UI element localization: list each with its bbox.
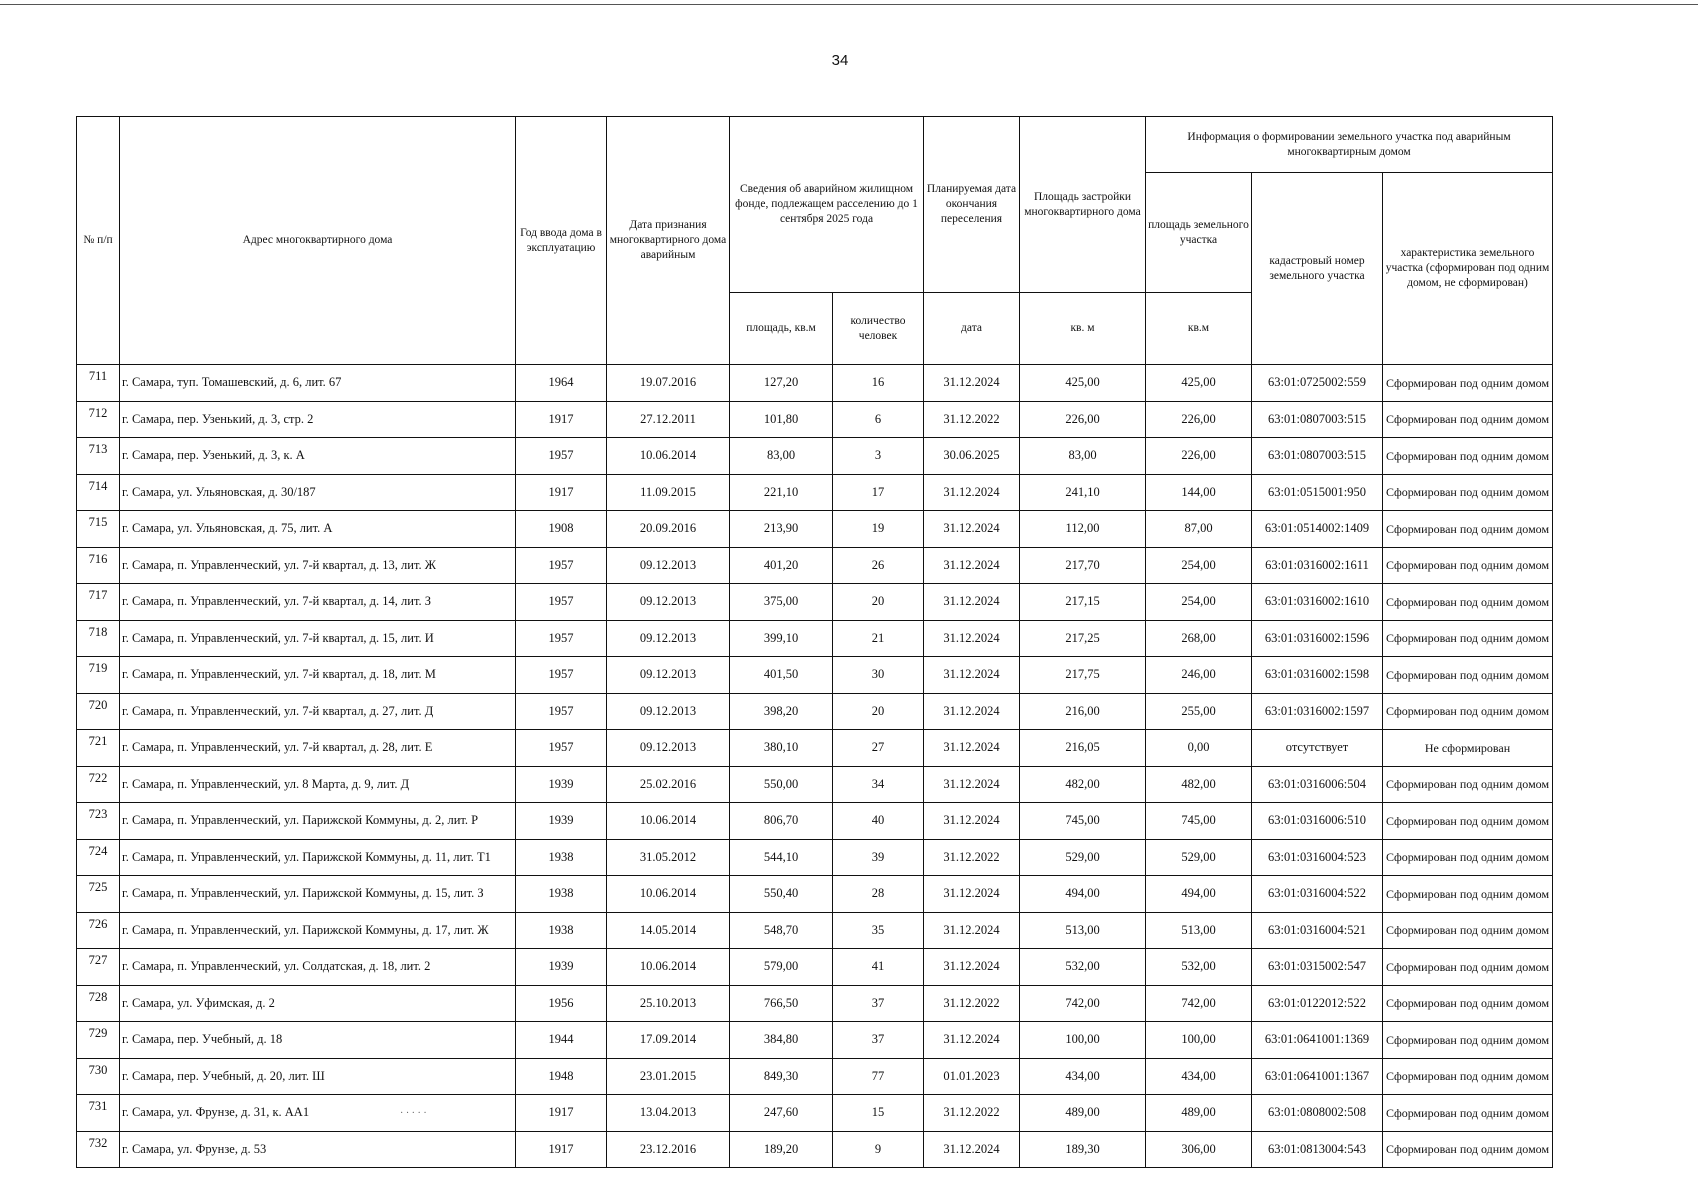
cell-num: 723 [77, 803, 120, 840]
cell-land-area: 254,00 [1146, 584, 1252, 621]
cell-year: 1957 [516, 620, 607, 657]
cell-fund-area: 579,00 [730, 949, 833, 986]
cell-cadastral: 63:01:0316002:1598 [1252, 657, 1383, 694]
cell-cadastral: 63:01:0316006:504 [1252, 766, 1383, 803]
cell-land-area: 513,00 [1146, 912, 1252, 949]
cell-num: 720 [77, 693, 120, 730]
cell-address: г. Самара, ул. Фрунзе, д. 53 [120, 1131, 516, 1168]
cell-year: 1957 [516, 657, 607, 694]
cell-cadastral: 63:01:0515001:950 [1252, 474, 1383, 511]
table-row [77, 1022, 1553, 1059]
cell-build-area: 112,00 [1020, 511, 1146, 548]
cell-address: г. Самара, пер. Узенький, д. 3, к. А [120, 438, 516, 475]
cell-planned-end: 31.12.2024 [924, 730, 1020, 767]
table-row [77, 1058, 1553, 1095]
cell-year: 1956 [516, 985, 607, 1022]
cell-land-area: 255,00 [1146, 693, 1252, 730]
cell-recognition-date: 17.09.2014 [607, 1022, 730, 1059]
cell-land-area: 100,00 [1146, 1022, 1252, 1059]
cell-land-area: 246,00 [1146, 657, 1252, 694]
cell-characteristic: Сформирован под одним домом [1383, 511, 1553, 548]
table-row [77, 401, 1553, 438]
cell-recognition-date: 09.12.2013 [607, 730, 730, 767]
cell-characteristic: Не сформирован [1383, 730, 1553, 767]
cell-fund-area: 548,70 [730, 912, 833, 949]
cell-fund-area: 806,70 [730, 803, 833, 840]
cell-people-count: 39 [833, 839, 924, 876]
cell-recognition-date: 13.04.2013 [607, 1095, 730, 1132]
header-num: № п/п [77, 117, 120, 365]
cell-address: г. Самара, пер. Учебный, д. 18 [120, 1022, 516, 1059]
cell-people-count: 27 [833, 730, 924, 767]
table-row [77, 1095, 1553, 1132]
cell-land-area: 254,00 [1146, 547, 1252, 584]
cell-land-area: 268,00 [1146, 620, 1252, 657]
cell-cadastral: 63:01:0725002:559 [1252, 365, 1383, 402]
cell-build-area: 217,75 [1020, 657, 1146, 694]
cell-people-count: 3 [833, 438, 924, 475]
cell-address: г. Самара, п. Управленческий, ул. Парижской Коммуны, д. 11, лит. Т1 [120, 839, 516, 876]
cell-land-area: 306,00 [1146, 1131, 1252, 1168]
table-row [77, 438, 1553, 475]
cell-year: 1917 [516, 401, 607, 438]
cell-cadastral: 63:01:0808002:508 [1252, 1095, 1383, 1132]
cell-address: г. Самара, пер. Учебный, д. 20, лит. Ш [120, 1058, 516, 1095]
cell-cadastral: 63:01:0316006:510 [1252, 803, 1383, 840]
cell-cadastral: 63:01:0641001:1367 [1252, 1058, 1383, 1095]
cell-land-area: 226,00 [1146, 401, 1252, 438]
cell-land-area: 434,00 [1146, 1058, 1252, 1095]
cell-people-count: 9 [833, 1131, 924, 1168]
cell-build-area: 425,00 [1020, 365, 1146, 402]
cell-address: г. Самара, п. Управленческий, ул. Солдатская, д. 18, лит. 2 [120, 949, 516, 986]
cell-people-count: 35 [833, 912, 924, 949]
cell-land-area: 226,00 [1146, 438, 1252, 475]
cell-planned-end: 31.12.2024 [924, 876, 1020, 913]
cell-build-area: 482,00 [1020, 766, 1146, 803]
cell-num: 716 [77, 547, 120, 584]
cell-build-area: 241,10 [1020, 474, 1146, 511]
cell-planned-end: 31.12.2022 [924, 839, 1020, 876]
table-row [77, 584, 1553, 621]
cell-recognition-date: 10.06.2014 [607, 438, 730, 475]
cell-characteristic: Сформирован под одним домом [1383, 474, 1553, 511]
cell-planned-end: 31.12.2024 [924, 766, 1020, 803]
cell-land-area: 529,00 [1146, 839, 1252, 876]
header-land-unit: кв.м [1146, 293, 1252, 365]
cell-address: г. Самара, п. Управленческий, ул. 7-й квартал, д. 18, лит. М [120, 657, 516, 694]
cell-num: 727 [77, 949, 120, 986]
cell-characteristic: Сформирован под одним домом [1383, 657, 1553, 694]
header-fund-info: Сведения об аварийном жилищном фонде, подлежащем расселению до 1 сентября 2025 года [730, 117, 924, 293]
cell-fund-area: 384,80 [730, 1022, 833, 1059]
cell-year: 1938 [516, 839, 607, 876]
cell-recognition-date: 10.06.2014 [607, 949, 730, 986]
cell-build-area: 489,00 [1020, 1095, 1146, 1132]
table-row [77, 365, 1553, 402]
cell-characteristic: Сформирован под одним домом [1383, 766, 1553, 803]
cell-build-area: 513,00 [1020, 912, 1146, 949]
cell-num: 717 [77, 584, 120, 621]
cell-characteristic: Сформирован под одним домом [1383, 985, 1553, 1022]
cell-characteristic: Сформирован под одним домом [1383, 438, 1553, 475]
cell-recognition-date: 25.02.2016 [607, 766, 730, 803]
cell-address: г. Самара, ул. Уфимская, д. 2 [120, 985, 516, 1022]
header-land-info: Информация о формировании земельного участка под аварийным многоквартирным домом [1146, 117, 1553, 173]
cell-land-area: 745,00 [1146, 803, 1252, 840]
cell-build-area: 216,00 [1020, 693, 1146, 730]
cell-address: г. Самара, туп. Томашевский, д. 6, лит. 67 [120, 365, 516, 402]
cell-build-area: 529,00 [1020, 839, 1146, 876]
cell-characteristic: Сформирован под одним домом [1383, 1131, 1553, 1168]
cell-year: 1957 [516, 438, 607, 475]
cell-cadastral: 63:01:0316002:1596 [1252, 620, 1383, 657]
cell-fund-area: 380,10 [730, 730, 833, 767]
cell-build-area: 100,00 [1020, 1022, 1146, 1059]
cell-planned-end: 31.12.2024 [924, 1131, 1020, 1168]
cell-address: г. Самара, п. Управленческий, ул. 7-й квартал, д. 14, лит. З [120, 584, 516, 621]
cell-cadastral: 63:01:0316002:1610 [1252, 584, 1383, 621]
cell-fund-area: 127,20 [730, 365, 833, 402]
cell-recognition-date: 09.12.2013 [607, 693, 730, 730]
header-fund-area: площадь, кв.м [730, 293, 833, 365]
cell-cadastral: 63:01:0316002:1611 [1252, 547, 1383, 584]
table-row [77, 657, 1553, 694]
cell-planned-end: 31.12.2022 [924, 1095, 1020, 1132]
cell-cadastral: 63:01:0316004:522 [1252, 876, 1383, 913]
cell-cadastral: 63:01:0807003:515 [1252, 401, 1383, 438]
cell-fund-area: 399,10 [730, 620, 833, 657]
cell-year: 1957 [516, 730, 607, 767]
cell-recognition-date: 10.06.2014 [607, 803, 730, 840]
cell-num: 722 [77, 766, 120, 803]
cell-planned-end: 31.12.2024 [924, 620, 1020, 657]
cell-num: 728 [77, 985, 120, 1022]
cell-year: 1939 [516, 766, 607, 803]
cell-people-count: 20 [833, 693, 924, 730]
cell-planned-end: 31.12.2024 [924, 547, 1020, 584]
table-row [77, 547, 1553, 584]
cell-land-area: 0,00 [1146, 730, 1252, 767]
cell-address: г. Самара, ул. Ульяновская, д. 30/187 [120, 474, 516, 511]
cell-address: г. Самара, п. Управленческий, ул. 7-й квартал, д. 28, лит. Е [120, 730, 516, 767]
cell-characteristic: Сформирован под одним домом [1383, 547, 1553, 584]
table-row [77, 876, 1553, 913]
cell-fund-area: 401,20 [730, 547, 833, 584]
cell-num: 712 [77, 401, 120, 438]
cell-build-area: 217,25 [1020, 620, 1146, 657]
header-characteristic: характеристика земельного участка (сформирован под одним домом, не сформирован) [1383, 173, 1553, 365]
cell-planned-end: 31.12.2024 [924, 912, 1020, 949]
cell-num: 726 [77, 912, 120, 949]
cell-year: 1938 [516, 912, 607, 949]
table-row [77, 511, 1553, 548]
cell-planned-end: 01.01.2023 [924, 1058, 1020, 1095]
cell-build-area: 434,00 [1020, 1058, 1146, 1095]
cell-num: 731 [77, 1095, 120, 1132]
cell-year: 1939 [516, 949, 607, 986]
cell-address: г. Самара, п. Управленческий, ул. 7-й квартал, д. 15, лит. И [120, 620, 516, 657]
header-land-area: площадь земельного участка [1146, 173, 1252, 293]
cell-num: 725 [77, 876, 120, 913]
table-row [77, 839, 1553, 876]
cell-num: 713 [77, 438, 120, 475]
cell-recognition-date: 14.05.2014 [607, 912, 730, 949]
cell-planned-end: 31.12.2024 [924, 474, 1020, 511]
cell-characteristic: Сформирован под одним домом [1383, 949, 1553, 986]
cell-address: г. Самара, п. Управленческий, ул. 7-й квартал, д. 27, лит. Д [120, 693, 516, 730]
cell-cadastral: 63:01:0316004:523 [1252, 839, 1383, 876]
cell-address: г. Самара, п. Управленческий, ул. Парижской Коммуны, д. 2, лит. Р [120, 803, 516, 840]
cell-recognition-date: 23.12.2016 [607, 1131, 730, 1168]
scan-specks: · · · · · [400, 1108, 427, 1119]
cell-people-count: 15 [833, 1095, 924, 1132]
cell-cadastral: 63:01:0316004:521 [1252, 912, 1383, 949]
cell-people-count: 26 [833, 547, 924, 584]
cell-cadastral: 63:01:0122012:522 [1252, 985, 1383, 1022]
cell-year: 1957 [516, 584, 607, 621]
cell-characteristic: Сформирован под одним домом [1383, 620, 1553, 657]
cell-recognition-date: 25.10.2013 [607, 985, 730, 1022]
cell-fund-area: 766,50 [730, 985, 833, 1022]
cell-fund-area: 544,10 [730, 839, 833, 876]
cell-people-count: 16 [833, 365, 924, 402]
cell-characteristic: Сформирован под одним домом [1383, 803, 1553, 840]
cell-recognition-date: 09.12.2013 [607, 584, 730, 621]
cell-people-count: 34 [833, 766, 924, 803]
cell-recognition-date: 10.06.2014 [607, 876, 730, 913]
cell-land-area: 742,00 [1146, 985, 1252, 1022]
cell-land-area: 87,00 [1146, 511, 1252, 548]
cell-num: 724 [77, 839, 120, 876]
cell-build-area: 217,15 [1020, 584, 1146, 621]
cell-people-count: 37 [833, 985, 924, 1022]
cell-recognition-date: 09.12.2013 [607, 620, 730, 657]
cell-fund-area: 247,60 [730, 1095, 833, 1132]
cell-cadastral: 63:01:0813004:543 [1252, 1131, 1383, 1168]
cell-characteristic: Сформирован под одним домом [1383, 693, 1553, 730]
cell-characteristic: Сформирован под одним домом [1383, 584, 1553, 621]
page-number: 34 [831, 52, 849, 69]
cell-year: 1957 [516, 547, 607, 584]
cell-characteristic: Сформирован под одним домом [1383, 365, 1553, 402]
cell-address: г. Самара, пер. Узенький, д. 3, стр. 2 [120, 401, 516, 438]
cell-build-area: 532,00 [1020, 949, 1146, 986]
cell-fund-area: 375,00 [730, 584, 833, 621]
cell-recognition-date: 27.12.2011 [607, 401, 730, 438]
cell-year: 1944 [516, 1022, 607, 1059]
cell-fund-area: 213,90 [730, 511, 833, 548]
cell-planned-end: 31.12.2024 [924, 803, 1020, 840]
cell-cadastral: 63:01:0807003:515 [1252, 438, 1383, 475]
header-planned-date: дата [924, 293, 1020, 365]
cell-num: 732 [77, 1131, 120, 1168]
cell-cadastral: 63:01:0514002:1409 [1252, 511, 1383, 548]
cell-planned-end: 30.06.2025 [924, 438, 1020, 475]
cell-num: 719 [77, 657, 120, 694]
table-row [77, 474, 1553, 511]
cell-characteristic: Сформирован под одним домом [1383, 839, 1553, 876]
cell-characteristic: Сформирован под одним домом [1383, 912, 1553, 949]
cell-year: 1908 [516, 511, 607, 548]
cell-planned-end: 31.12.2024 [924, 584, 1020, 621]
cell-land-area: 494,00 [1146, 876, 1252, 913]
cell-planned-end: 31.12.2024 [924, 365, 1020, 402]
header-year: Год ввода дома в эксплуатацию [516, 117, 607, 365]
cell-fund-area: 550,00 [730, 766, 833, 803]
table-row [77, 620, 1553, 657]
table-row [77, 730, 1553, 767]
cell-planned-end: 31.12.2024 [924, 657, 1020, 694]
cell-recognition-date: 19.07.2016 [607, 365, 730, 402]
cell-recognition-date: 23.01.2015 [607, 1058, 730, 1095]
cell-fund-area: 83,00 [730, 438, 833, 475]
cell-year: 1938 [516, 876, 607, 913]
cell-characteristic: Сформирован под одним домом [1383, 876, 1553, 913]
cell-num: 715 [77, 511, 120, 548]
cell-land-area: 532,00 [1146, 949, 1252, 986]
cell-num: 711 [77, 365, 120, 402]
cell-planned-end: 31.12.2022 [924, 401, 1020, 438]
cell-address: г. Самара, п. Управленческий, ул. Парижской Коммуны, д. 15, лит. З [120, 876, 516, 913]
cell-build-area: 217,70 [1020, 547, 1146, 584]
cell-build-area: 189,30 [1020, 1131, 1146, 1168]
cell-land-area: 144,00 [1146, 474, 1252, 511]
table-row [77, 1131, 1553, 1168]
table-row [77, 803, 1553, 840]
cell-address: г. Самара, п. Управленческий, ул. 7-й квартал, д. 13, лит. Ж [120, 547, 516, 584]
cell-address: г. Самара, ул. Ульяновская, д. 75, лит. А [120, 511, 516, 548]
cell-address: г. Самара, п. Управленческий, ул. 8 Марта, д. 9, лит. Д [120, 766, 516, 803]
cell-fund-area: 398,20 [730, 693, 833, 730]
cell-people-count: 28 [833, 876, 924, 913]
cell-cadastral: 63:01:0315002:547 [1252, 949, 1383, 986]
cell-recognition-date: 31.05.2012 [607, 839, 730, 876]
header-build-unit: кв. м [1020, 293, 1146, 365]
cell-num: 721 [77, 730, 120, 767]
cell-build-area: 226,00 [1020, 401, 1146, 438]
top-rule [0, 4, 1698, 5]
cell-num: 730 [77, 1058, 120, 1095]
cell-people-count: 6 [833, 401, 924, 438]
cell-build-area: 494,00 [1020, 876, 1146, 913]
cell-year: 1948 [516, 1058, 607, 1095]
emergency-housing-table [76, 116, 1553, 1168]
cell-fund-area: 401,50 [730, 657, 833, 694]
table-row [77, 693, 1553, 730]
cell-year: 1957 [516, 693, 607, 730]
cell-planned-end: 31.12.2024 [924, 511, 1020, 548]
cell-address: г. Самара, ул. Фрунзе, д. 31, к. АА1 [120, 1095, 516, 1132]
cell-fund-area: 849,30 [730, 1058, 833, 1095]
cell-cadastral: 63:01:0641001:1369 [1252, 1022, 1383, 1059]
table-row [77, 949, 1553, 986]
table-row [77, 985, 1553, 1022]
cell-people-count: 17 [833, 474, 924, 511]
cell-land-area: 425,00 [1146, 365, 1252, 402]
table-row [77, 766, 1553, 803]
cell-year: 1917 [516, 474, 607, 511]
cell-address: г. Самара, п. Управленческий, ул. Парижской Коммуны, д. 17, лит. Ж [120, 912, 516, 949]
cell-land-area: 489,00 [1146, 1095, 1252, 1132]
cell-recognition-date: 09.12.2013 [607, 547, 730, 584]
cell-recognition-date: 09.12.2013 [607, 657, 730, 694]
cell-people-count: 20 [833, 584, 924, 621]
header-planned-end: Планируемая дата окончания переселения [924, 117, 1020, 293]
cell-year: 1917 [516, 1095, 607, 1132]
cell-characteristic: Сформирован под одним домом [1383, 401, 1553, 438]
cell-build-area: 83,00 [1020, 438, 1146, 475]
cell-planned-end: 31.12.2022 [924, 985, 1020, 1022]
cell-recognition-date: 11.09.2015 [607, 474, 730, 511]
cell-year: 1939 [516, 803, 607, 840]
table-body [77, 365, 1553, 1168]
cell-num: 718 [77, 620, 120, 657]
cell-people-count: 21 [833, 620, 924, 657]
cell-planned-end: 31.12.2024 [924, 949, 1020, 986]
cell-build-area: 742,00 [1020, 985, 1146, 1022]
table-header [77, 117, 1553, 365]
header-fund-people: количество человек [833, 293, 924, 365]
cell-people-count: 41 [833, 949, 924, 986]
cell-people-count: 40 [833, 803, 924, 840]
cell-fund-area: 101,80 [730, 401, 833, 438]
cell-characteristic: Сформирован под одним домом [1383, 1095, 1553, 1132]
header-address: Адрес многоквартирного дома [120, 117, 516, 365]
cell-people-count: 19 [833, 511, 924, 548]
cell-planned-end: 31.12.2024 [924, 693, 1020, 730]
cell-fund-area: 189,20 [730, 1131, 833, 1168]
cell-people-count: 37 [833, 1022, 924, 1059]
cell-num: 714 [77, 474, 120, 511]
header-cadastral: кадастровый номер земельного участка [1252, 173, 1383, 365]
cell-characteristic: Сформирован под одним домом [1383, 1058, 1553, 1095]
table-row [77, 912, 1553, 949]
header-build-area: Площадь застройки многоквартирного дома [1020, 117, 1146, 293]
cell-recognition-date: 20.09.2016 [607, 511, 730, 548]
cell-year: 1964 [516, 365, 607, 402]
header-recognition-date: Дата признания многоквартирного дома аварийным [607, 117, 730, 365]
cell-build-area: 216,05 [1020, 730, 1146, 767]
cell-fund-area: 550,40 [730, 876, 833, 913]
cell-people-count: 30 [833, 657, 924, 694]
cell-cadastral: отсутствует [1252, 730, 1383, 767]
cell-cadastral: 63:01:0316002:1597 [1252, 693, 1383, 730]
cell-year: 1917 [516, 1131, 607, 1168]
cell-people-count: 77 [833, 1058, 924, 1095]
cell-build-area: 745,00 [1020, 803, 1146, 840]
cell-fund-area: 221,10 [730, 474, 833, 511]
cell-land-area: 482,00 [1146, 766, 1252, 803]
cell-planned-end: 31.12.2024 [924, 1022, 1020, 1059]
cell-characteristic: Сформирован под одним домом [1383, 1022, 1553, 1059]
cell-num: 729 [77, 1022, 120, 1059]
